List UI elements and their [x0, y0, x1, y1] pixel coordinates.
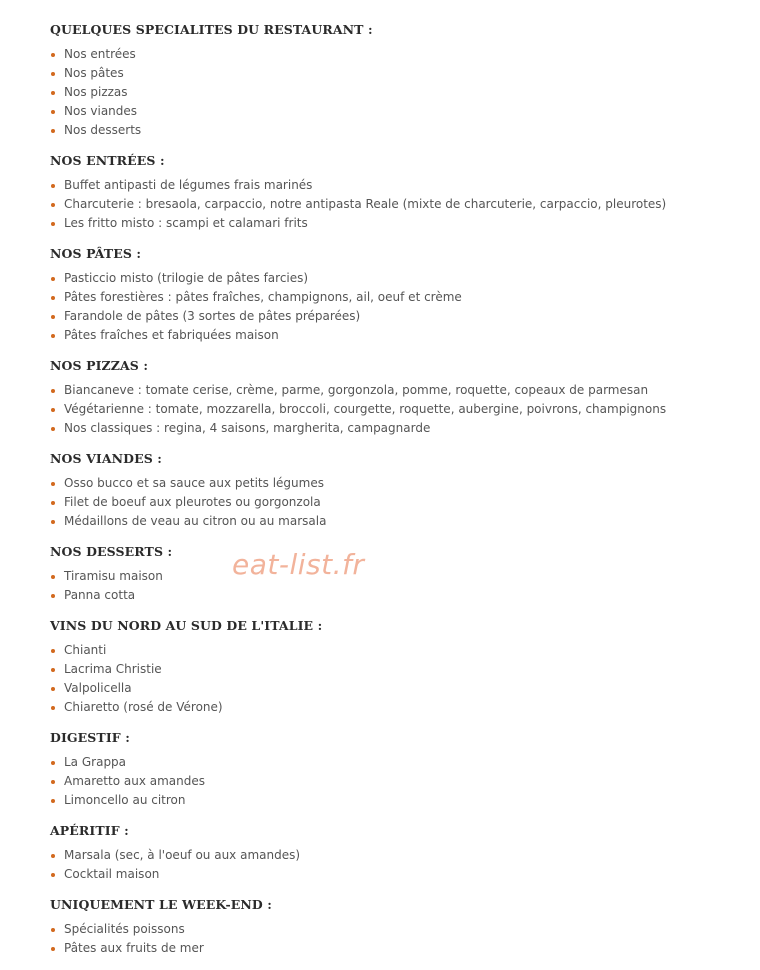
menu-item-list	[50, 176, 750, 233]
list-item-text: Lacrima Christie	[64, 662, 162, 676]
watermark-logo: eat-list.fr	[232, 548, 365, 581]
menu-item-list	[50, 846, 750, 884]
bullet-icon	[51, 706, 55, 710]
list-item	[50, 846, 750, 865]
bullet-icon	[51, 873, 55, 877]
bullet-icon	[51, 575, 55, 579]
list-item	[50, 679, 750, 698]
list-item-text: Végétarienne : tomate, mozzarella, broccoli, courgette, roquette, aubergine, poivrons, champignons	[64, 402, 667, 416]
list-item-text: Spécialités poissons	[64, 922, 185, 936]
list-item	[50, 83, 750, 102]
menu-section	[50, 356, 750, 438]
menu-section	[50, 151, 750, 233]
list-item-text: Nos desserts	[64, 123, 142, 137]
section-title: NOS VIANDES :	[50, 451, 163, 466]
bullet-icon	[51, 482, 55, 486]
bullet-icon	[51, 72, 55, 76]
bullet-icon	[51, 761, 55, 765]
list-item	[50, 698, 750, 717]
list-item	[50, 791, 750, 810]
bullet-icon	[51, 91, 55, 95]
bullet-icon	[51, 854, 55, 858]
list-item-text: Nos pizzas	[64, 85, 128, 99]
menu-section	[50, 449, 750, 531]
list-item	[50, 326, 750, 345]
list-item-text: Pâtes fraîches et fabriquées maison	[64, 328, 279, 342]
menu-item-list	[50, 567, 750, 605]
bullet-icon	[51, 501, 55, 505]
list-item-text: Amaretto aux amandes	[64, 774, 205, 788]
list-item	[50, 474, 750, 493]
bullet-icon	[51, 203, 55, 207]
list-item-text: Biancaneve : tomate cerise, crème, parme, gorgonzola, pomme, roquette, copeaux de parmesan	[64, 383, 649, 397]
list-item	[50, 493, 750, 512]
list-item	[50, 121, 750, 140]
list-item	[50, 288, 750, 307]
bullet-icon	[51, 520, 55, 524]
list-item	[50, 195, 750, 214]
list-item-text: Nos viandes	[64, 104, 138, 118]
bullet-icon	[51, 53, 55, 57]
list-item-text: Filet de boeuf aux pleurotes ou gorgonzola	[64, 495, 321, 509]
list-item-text: Pâtes forestières : pâtes fraîches, champignons, ail, oeuf et crème	[64, 290, 462, 304]
list-item-text: Panna cotta	[64, 588, 136, 602]
section-title: NOS DESSERTS :	[50, 544, 173, 559]
bullet-icon	[51, 389, 55, 393]
list-item-text: Les fritto misto : scampi et calamari frits	[64, 216, 308, 230]
list-item-text: Cocktail maison	[64, 867, 160, 881]
bullet-icon	[51, 594, 55, 598]
bullet-icon	[51, 184, 55, 188]
list-item-text: Buffet antipasti de légumes frais marinés	[64, 178, 313, 192]
menu-item-list	[50, 381, 750, 438]
menu-section	[50, 821, 750, 884]
menu-item-list	[50, 474, 750, 531]
bullet-icon	[51, 129, 55, 133]
list-item	[50, 102, 750, 121]
bullet-icon	[51, 687, 55, 691]
restaurant-menu	[50, 20, 750, 969]
list-item	[50, 400, 750, 419]
list-item-text: Tiramisu maison	[64, 569, 163, 583]
list-item	[50, 307, 750, 326]
list-item	[50, 64, 750, 83]
section-title: VINS DU NORD AU SUD DE L'ITALIE :	[50, 618, 323, 633]
menu-item-list	[50, 753, 750, 810]
list-item-text: Nos pâtes	[64, 66, 124, 80]
menu-section	[50, 20, 750, 140]
bullet-icon	[51, 780, 55, 784]
bullet-icon	[51, 947, 55, 951]
list-item-text: Nos entrées	[64, 47, 136, 61]
list-item	[50, 269, 750, 288]
list-item	[50, 641, 750, 660]
bullet-icon	[51, 668, 55, 672]
list-item	[50, 865, 750, 884]
list-item-text: Osso bucco et sa sauce aux petits légumes	[64, 476, 324, 490]
bullet-icon	[51, 296, 55, 300]
menu-item-list	[50, 920, 750, 958]
list-item-text: Marsala (sec, à l'oeuf ou aux amandes)	[64, 848, 301, 862]
menu-item-list	[50, 641, 750, 717]
list-item	[50, 920, 750, 939]
bullet-icon	[51, 799, 55, 803]
menu-section	[50, 616, 750, 717]
list-item	[50, 381, 750, 400]
list-item	[50, 567, 750, 586]
list-item-text: Médaillons de veau au citron ou au marsala	[64, 514, 327, 528]
section-title: QUELQUES SPECIALITES DU RESTAURANT :	[50, 22, 373, 37]
bullet-icon	[51, 649, 55, 653]
bullet-icon	[51, 408, 55, 412]
list-item	[50, 512, 750, 531]
list-item	[50, 939, 750, 958]
list-item-text: La Grappa	[64, 755, 127, 769]
section-title: DIGESTIF :	[50, 730, 130, 745]
list-item-text: Valpolicella	[64, 681, 132, 695]
list-item	[50, 753, 750, 772]
bullet-icon	[51, 928, 55, 932]
menu-item-list	[50, 45, 750, 140]
menu-section	[50, 542, 750, 605]
menu-section	[50, 244, 750, 345]
list-item-text: Nos classiques : regina, 4 saisons, margherita, campagnarde	[64, 421, 431, 435]
list-item-text: Chianti	[64, 643, 107, 657]
list-item-text: Pasticcio misto (trilogie de pâtes farcies)	[64, 271, 309, 285]
menu-section	[50, 728, 750, 810]
list-item-text: Chiaretto (rosé de Vérone)	[64, 700, 223, 714]
bullet-icon	[51, 110, 55, 114]
list-item	[50, 419, 750, 438]
list-item	[50, 214, 750, 233]
bullet-icon	[51, 277, 55, 281]
list-item	[50, 45, 750, 64]
bullet-icon	[51, 315, 55, 319]
bullet-icon	[51, 427, 55, 431]
list-item-text: Pâtes aux fruits de mer	[64, 941, 204, 955]
section-title: NOS ENTRÉES :	[50, 153, 165, 168]
list-item	[50, 176, 750, 195]
bullet-icon	[51, 222, 55, 226]
list-item	[50, 660, 750, 679]
section-title: UNIQUEMENT LE WEEK-END :	[50, 897, 272, 912]
section-title: NOS PÂTES :	[50, 246, 142, 261]
section-title: NOS PIZZAS :	[50, 358, 149, 373]
list-item-text: Farandole de pâtes (3 sortes de pâtes préparées)	[64, 309, 361, 323]
section-title: APÉRITIF :	[50, 823, 129, 838]
list-item	[50, 772, 750, 791]
bullet-icon	[51, 334, 55, 338]
list-item-text: Limoncello au citron	[64, 793, 186, 807]
menu-section	[50, 895, 750, 958]
list-item-text: Charcuterie : bresaola, carpaccio, notre antipasta Reale (mixte de charcuterie, carpaccio, pleurotes)	[64, 197, 667, 211]
menu-item-list	[50, 269, 750, 345]
list-item	[50, 586, 750, 605]
